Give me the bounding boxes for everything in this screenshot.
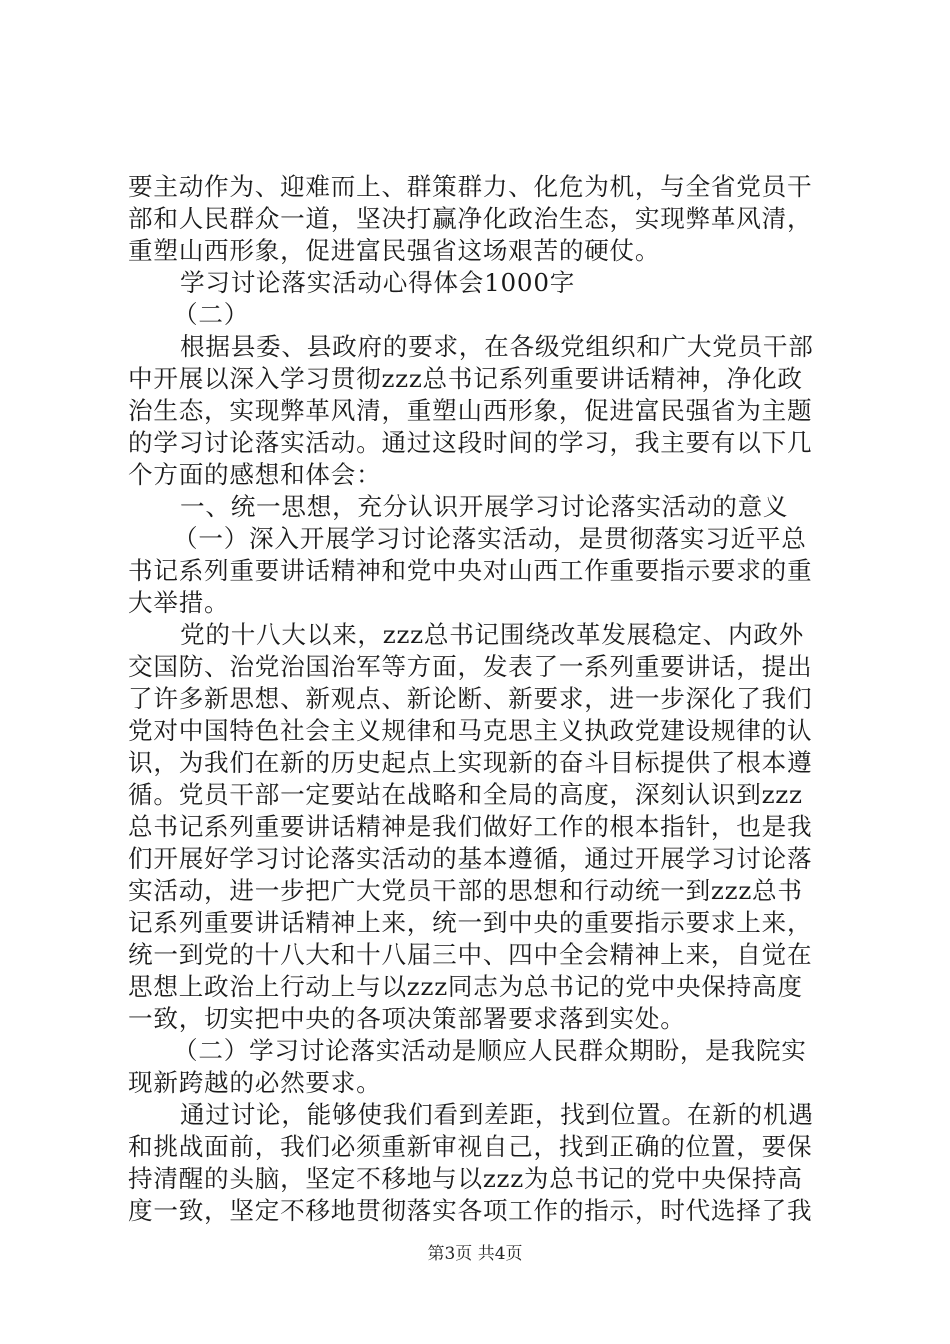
- text-line: 持清醒的头脑，坚定不移地与以zzz为总书记的党中央保持高: [128, 1164, 803, 1193]
- text-line: 根据县委、县政府的要求，在各级党组织和广大党员干部: [180, 332, 814, 361]
- text-line: 一致，切实把中央的各项决策部署要求落到实处。: [128, 1004, 686, 1033]
- text-line: 和挑战面前，我们必须重新审视自己，找到正确的位置，要保: [128, 1132, 813, 1161]
- text-line: 部和人民群众一道，坚决打赢净化政治生态，实现弊革风清，: [128, 204, 813, 233]
- text-line: 识，为我们在新的历史起点上实现新的奋斗目标提供了根本遵: [128, 748, 813, 777]
- text-line: 个方面的感想和体会：: [128, 460, 382, 489]
- text-line: 通过讨论，能够使我们看到差距，找到位置。在新的机遇: [180, 1100, 814, 1129]
- text-line: 总书记系列重要讲话精神是我们做好工作的根本指针，也是我: [128, 812, 813, 841]
- text-line: 交国防、治党治国治军等方面，发表了一系列重要讲话，提出: [128, 652, 813, 681]
- text-line: 循。党员干部一定要站在战略和全局的高度，深刻认识到zzz: [128, 780, 803, 809]
- text-line: 思想上政治上行动上与以zzz同志为总书记的党中央保持高度: [128, 972, 803, 1001]
- text-line: 中开展以深入学习贯彻zzz总书记系列重要讲话精神，净化政: [128, 364, 803, 393]
- subheading-line: （一）深入开展学习讨论落实活动，是贯彻落实习近平总: [173, 524, 807, 553]
- document-body: [128, 171, 840, 1227]
- text-line: 了许多新思想、新观点、新论断、新要求，进一步深化了我们: [128, 684, 813, 713]
- text-line: 们开展好学习讨论落实活动的基本遵循，通过开展学习讨论落: [128, 844, 813, 873]
- subheading-line: （二）学习讨论落实活动是顺应人民群众期盼，是我院实: [173, 1036, 807, 1065]
- text-line: 大举措。: [128, 588, 230, 617]
- text-line: 记系列重要讲话精神上来，统一到中央的重要指示要求上来，: [128, 908, 813, 937]
- text-line: 党对中国特色社会主义规律和马克思主义执政党建设规律的认: [128, 716, 813, 745]
- page-footer: 第3页 共4页: [427, 1244, 523, 1264]
- section-number: （二）: [173, 300, 250, 329]
- text-line: 要主动作为、迎难而上、群策群力、化危为机，与全省党员干: [128, 172, 813, 201]
- text-line: 的学习讨论落实活动。通过这段时间的学习，我主要有以下几: [128, 428, 813, 457]
- text-line: 现新跨越的必然要求。: [128, 1068, 382, 1097]
- text-line: 重塑山西形象，促进富民强省这场艰苦的硬仗。: [128, 236, 661, 265]
- text-line: 党的十八大以来，zzz总书记围绕改革发展稳定、内政外: [180, 620, 805, 649]
- section-title: 学习讨论落实活动心得体会1000字: [180, 268, 576, 297]
- text-line: 实活动，进一步把广大党员干部的思想和行动统一到zzz总书: [128, 876, 803, 905]
- text-line: 书记系列重要讲话精神和党中央对山西工作重要指示要求的重: [128, 556, 813, 585]
- text-line: 统一到党的十八大和十八届三中、四中全会精神上来，自觉在: [128, 940, 813, 969]
- heading-line: 一、统一思想，充分认识开展学习讨论落实活动的意义: [180, 492, 789, 521]
- text-line: 治生态，实现弊革风清，重塑山西形象，促进富民强省为主题: [128, 396, 813, 425]
- text-line: 度一致，坚定不移地贯彻落实各项工作的指示，时代选择了我: [128, 1196, 813, 1225]
